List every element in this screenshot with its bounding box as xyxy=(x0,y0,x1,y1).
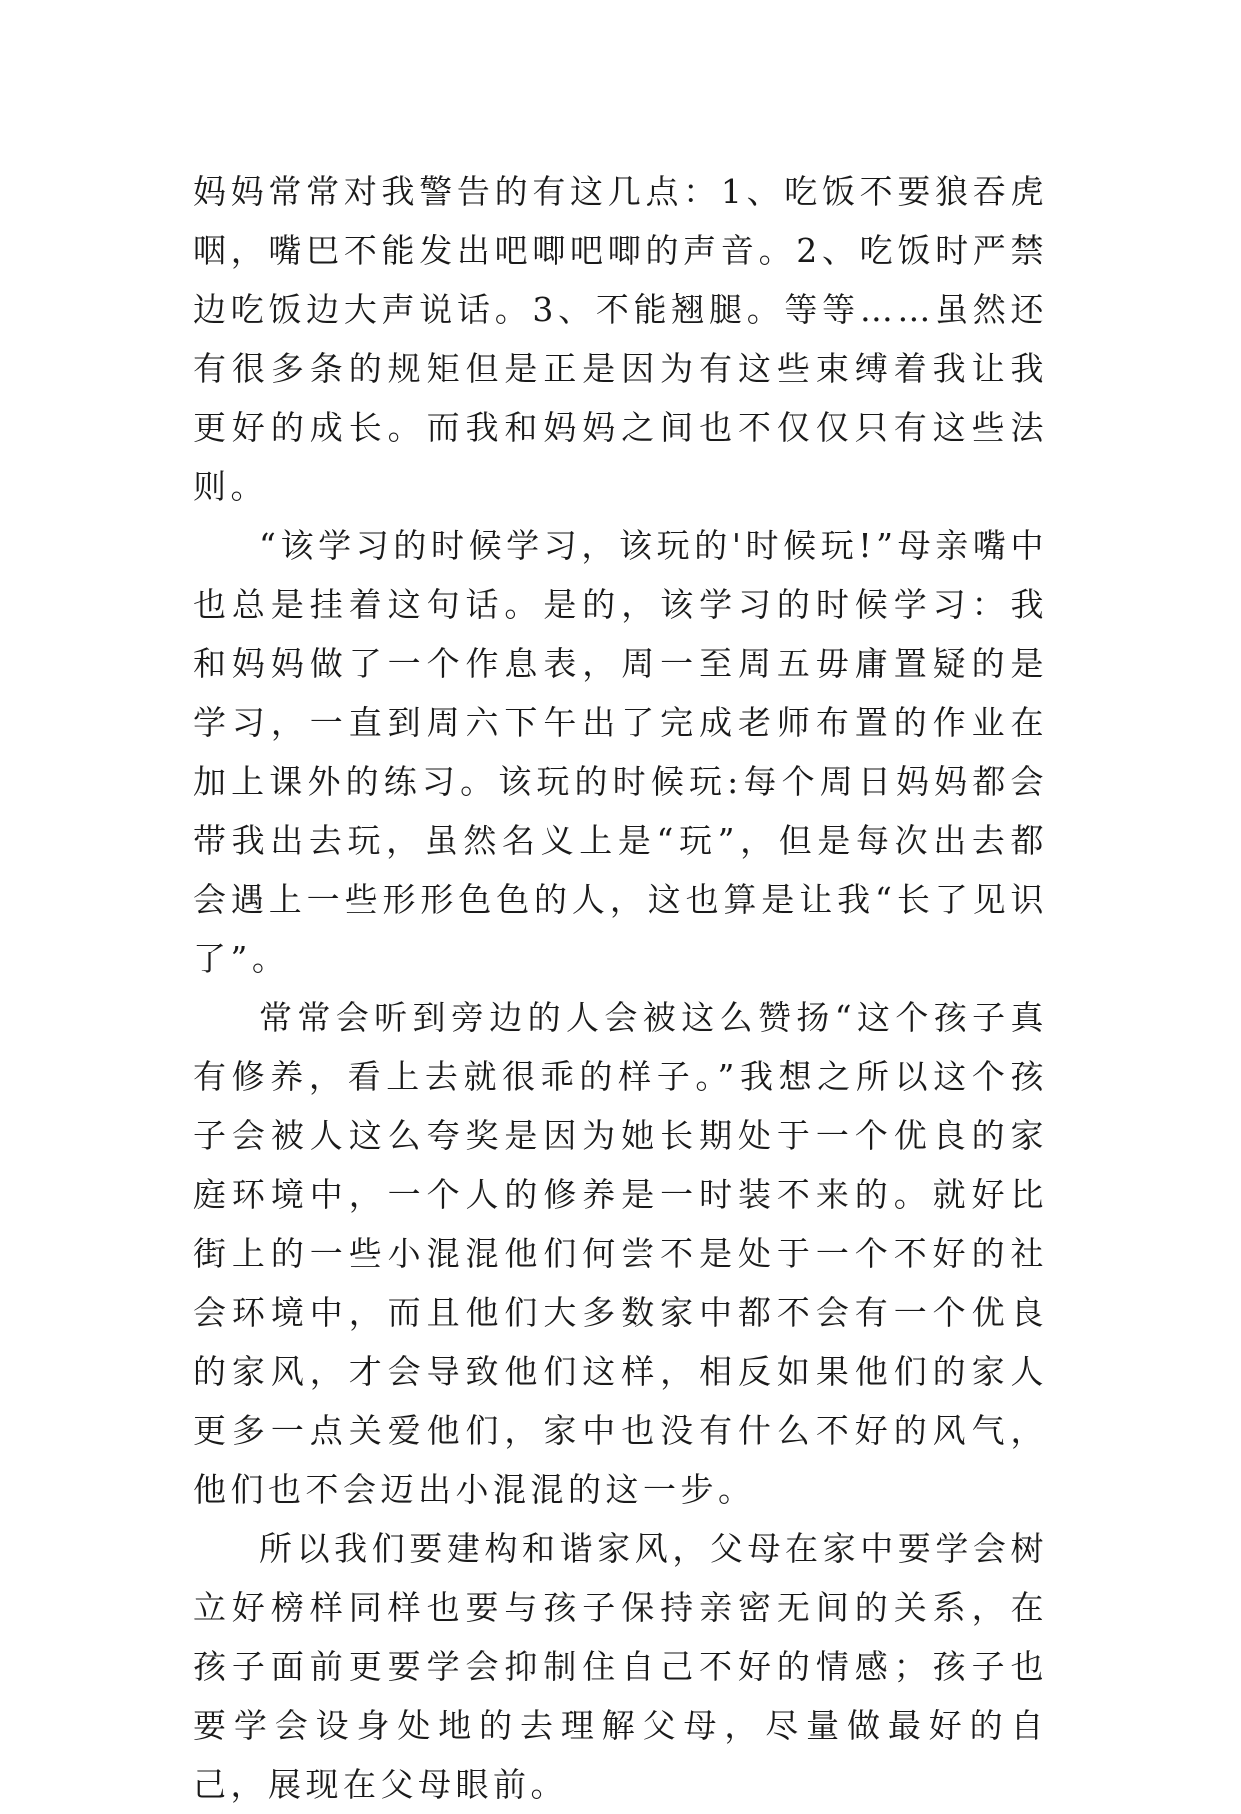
paragraph-3: 常常会听到旁边的人会被这么赞扬“这个孩子真有修养，看上去就很乖的样子。”我想之所以这个孩子会被人这么夸奖是因为她长期处于一个优良的家庭环境中，一个人的修养是一时装不来的。就好比街上的一些小混混他们何尝不是处于一个不好的社会环境中，而且他们大多数家中都不会有一个优良的家风，才会导致他们这样，相反如果他们的家人更多一点关爱他们，家中也没有什么不好的风气，他们也不会迈出小混混的这一步。 xyxy=(193,998,1048,1509)
paragraph-2: “该学习的时候学习，该玩的'时候玩!”母亲嘴中也总是挂着这句话。是的，该学习的时候学习：我和妈妈做了一个作息表，周一至周五毋庸置疑的是学习，一直到周六下午出了完成老师布置的作业在加上课外的练习。该玩的时候玩:每个周日妈妈都会带我出去玩，虽然名义上是“玩”，但是每次出去都会遇上一些形形色色的人，这也算是让我“长了见识了”。 xyxy=(193,526,1048,978)
paragraph-4: 所以我们要建构和谐家风，父母在家中要学会树立好榜样同样也要与孩子保持亲密无间的关系，在孩子面前更要学会抑制住自己不好的情感；孩子也要学会设身处地的去理解父母，尽量做最好的自己，展现在父母眼前。 xyxy=(193,1529,1048,1804)
document-body xyxy=(193,162,1048,1814)
paragraph-1: 妈妈常常对我警告的有这几点：1、吃饭不要狼吞虎咽，嘴巴不能发出吧唧吧唧的声音。2、吃饭时严禁边吃饭边大声说话。3、不能翘腿。等等……虽然还有很多条的规矩但是正是因为有这些束缚着我让我更好的成长。而我和妈妈之间也不仅仅只有这些法则。 xyxy=(193,172,1048,506)
